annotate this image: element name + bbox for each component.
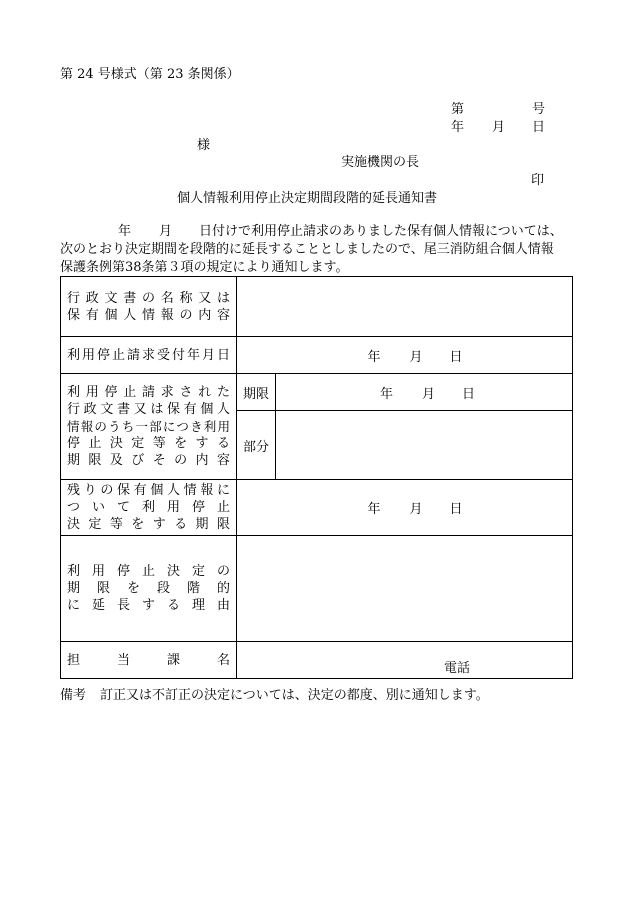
row-department [61, 642, 573, 679]
phone-label: 電話 [444, 661, 471, 676]
ymd-nen: 年 [367, 349, 381, 365]
ymd-nen: 年 [380, 386, 394, 402]
ymd-nichi: 日 [449, 349, 463, 365]
form-number: 第 24 号様式（第 23 条関係） [60, 67, 240, 82]
sub-label-deadline: 期限 [237, 374, 276, 411]
label-line: 担当課名 [67, 652, 230, 668]
issuer-name: 実施機関の長 [341, 155, 420, 170]
label-line: 行政文書又は保有個人 [67, 402, 230, 417]
value-extension-reason[interactable] [237, 536, 573, 642]
label-line: 決定等をする期限 [67, 517, 230, 532]
ymd-gatsu: 月 [409, 502, 423, 517]
document-title: 個人情報利用停止決定期間段階的延長通知書 [177, 191, 438, 206]
label-line: ついて利用停止 [67, 500, 230, 515]
row-document-name [61, 277, 573, 337]
intro-gatsu: 月 [159, 224, 173, 239]
intro-line-1: 日付けで利用停止請求のありました保有個人情報については、 [199, 224, 563, 239]
row-partial-deadline [61, 374, 573, 411]
intro-line-2: 次のとおり決定期間を段階的に延長することとしましたので、尾三消防組合個人情報 [60, 242, 554, 257]
label-remaining-deadline [61, 480, 237, 536]
intro-line-3: 保護条例第38条第３項の規定により通知します。 [60, 260, 349, 275]
seal-mark: 印 [531, 173, 545, 188]
notice-form-table [60, 276, 573, 679]
label-document-name [61, 277, 237, 337]
label-line: 利用停止請求受付年月日 [67, 347, 230, 363]
value-document-name[interactable] [237, 277, 573, 337]
label-line: 利用停止請求された [67, 385, 230, 400]
label-line: 情報のうち一部につき利用 [67, 419, 230, 434]
label-line: 期限を段階的 [67, 581, 230, 596]
value-remaining-deadline[interactable] [237, 480, 573, 536]
addressee-sama: 様 [197, 138, 211, 153]
doc-number-dai: 第 [451, 102, 465, 117]
value-partial-deadline[interactable] [276, 374, 573, 411]
value-department[interactable] [237, 642, 573, 679]
ymd-nichi: 日 [449, 502, 463, 517]
row-extension-reason [61, 536, 573, 642]
label-line: 期限及びその内容 [67, 453, 230, 468]
label-partial-decision [61, 374, 237, 480]
ymd-nichi: 日 [462, 386, 476, 402]
value-request-date[interactable] [237, 337, 573, 374]
row-remaining-deadline [61, 480, 573, 536]
label-extension-reason [61, 536, 237, 642]
label-line: 停止決定等をする [67, 436, 230, 451]
ymd-nen: 年 [367, 502, 381, 517]
note-label: 備考 [60, 688, 87, 703]
label-line: 保有個人情報の内容 [67, 307, 230, 323]
intro-nen: 年 [118, 224, 132, 239]
date-gatsu: 月 [492, 120, 506, 135]
label-line: 行政文書の名称又は [67, 290, 230, 306]
value-partial-portion[interactable] [276, 411, 573, 480]
date-nen: 年 [451, 120, 465, 135]
sub-label-portion: 部分 [237, 411, 276, 480]
label-line: 残りの保有個人情報に [67, 483, 230, 498]
ymd-gatsu: 月 [409, 349, 423, 365]
doc-number-go: 号 [532, 102, 546, 117]
row-request-date [61, 337, 573, 374]
label-request-date [61, 337, 237, 374]
date-nichi: 日 [532, 120, 546, 135]
label-department [61, 642, 237, 679]
label-line: 利用停止決定の [67, 564, 230, 579]
label-line: に延長する理由 [67, 598, 230, 613]
note-text: 訂正又は不訂正の決定については、決定の都度、別に通知します。 [100, 688, 489, 703]
ymd-gatsu: 月 [422, 386, 436, 402]
